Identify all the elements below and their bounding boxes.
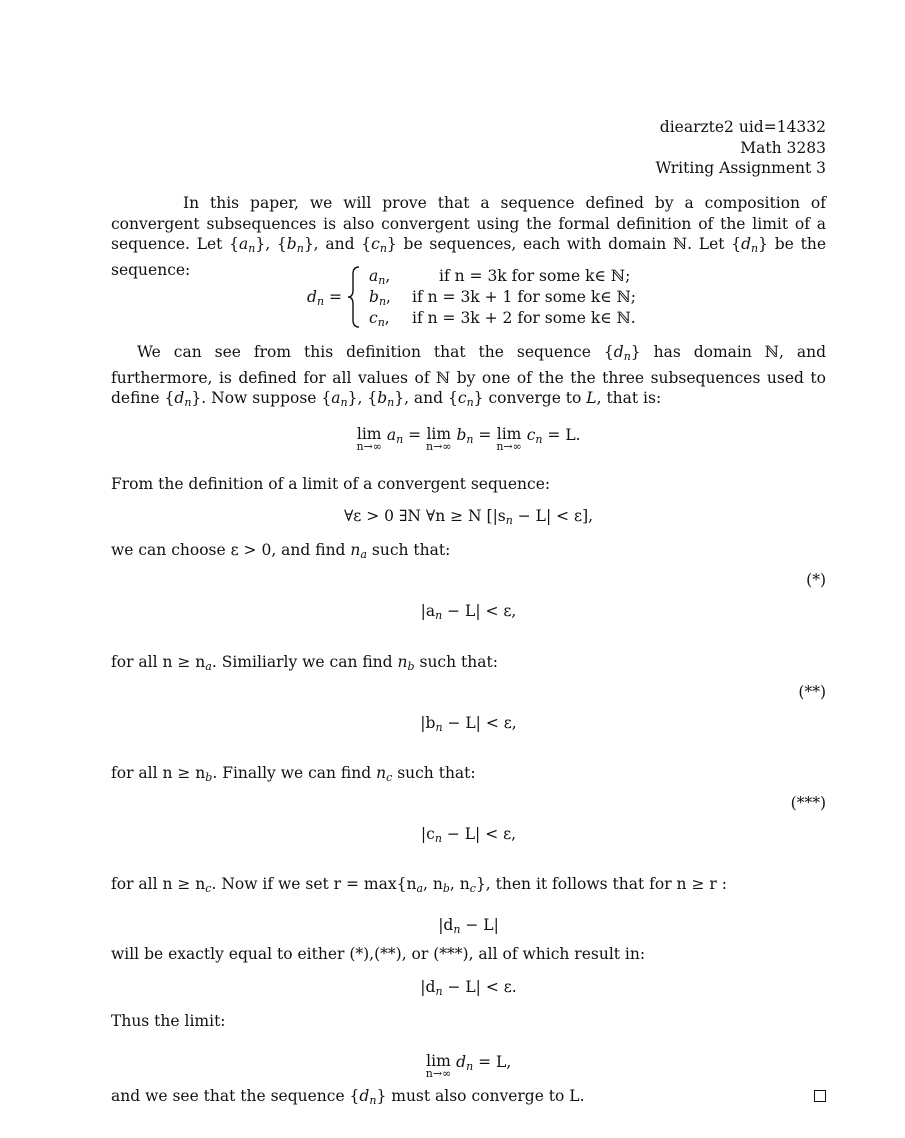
equal-cases-text: will be exactly equal to either (*),(**), or (***), all of which result in:	[111, 945, 646, 963]
case-row: $c_n$, if n = 3k + 2 for some k∈ ℕ.	[369, 309, 636, 329]
assignment-title: Writing Assignment 3	[655, 159, 826, 177]
equation-tag-star2: (**)	[798, 683, 826, 701]
equation-d-result: $|d_n - L| < \varepsilon$.	[420, 978, 517, 998]
choose-epsilon-text: we can choose ε > 0, and find $n_a$ such that:	[111, 541, 451, 561]
left-brace-icon	[347, 266, 361, 328]
domain-paragraph: We can see from this definition that the sequence $\{d_n\}$ has domain ℕ, and furthermore, is defined for all values of ℕ by one of the the three subsequences used to define $\{d_n\}$. Now suppose $\{a_n\}$, $\{b_n\}$, and $\{c_n\}$ converge to L, that is:	[111, 343, 826, 409]
author-id: diearzte2 uid=14332	[659, 118, 826, 136]
equation-b: $|b_n - L| < \varepsilon$,	[420, 714, 517, 734]
equation-d-abs: $|d_n - L|$	[438, 916, 499, 936]
finally-text: for all $n \ge n_b$. Finally we can find $n_c$ such that:	[111, 764, 476, 784]
conclusion-text: and we see that the sequence $\{d_n\}$ must also converge to L.	[111, 1087, 585, 1107]
intro-paragraph: In this paper, we will prove that a sequence defined by a composition of convergent subsequences is also convergent using the formal definition of the limit of a sequence. Let $\{a_n\}$, $\{b_n\}$, and $\{c_n\}$ be sequences, each with domain ℕ. Let $\{d_n\}$ be the sequence:	[111, 194, 826, 279]
paper-page	[111, 0, 826, 1138]
equation-c: $|c_n - L| < \varepsilon$,	[420, 825, 517, 845]
max-definition-text: for all $n \ge n_c$. Now if we set $r = \max\{n_a$, $n_b$, $n_c$}, then it follows that for n ≥ r :	[111, 875, 727, 895]
author-header	[656, 117, 826, 179]
equation-a: $|a_n - L| < \varepsilon$,	[420, 602, 517, 622]
limits-equation: lim n→∞ $a_n = \lim$ n→∞ $b_n = \lim$ n→∞ $c_n = L$.	[356, 425, 581, 453]
course-name: Math 3283	[740, 138, 826, 157]
similarly-text: for all $n \ge n_a$. Similiarly we can find $n_b$ such that:	[111, 653, 498, 673]
final-limit-equation: lim n→∞ $d_n = L$,	[425, 1052, 512, 1080]
case-row: $a_n$, if n = 3k for some k∈ ℕ;	[369, 267, 631, 287]
definition-intro: From the definition of a limit of a convergent sequence:	[111, 475, 551, 493]
thus-text: Thus the limit:	[111, 1012, 226, 1030]
equation-tag-star3: (***)	[790, 794, 826, 812]
equation-tag-star: (*)	[806, 571, 826, 589]
qed-icon	[814, 1090, 826, 1102]
case-row: $b_n$, if n = 3k + 1 for some k∈ ℕ;	[369, 288, 637, 308]
limit-definition-equation: ∀ε > 0 ∃N ∀n ≥ N $[|s_n - L| < \varepsilon]$,	[343, 507, 594, 527]
sequence-cases-definition: $d_n$ = $a_n$, if n = 3k for some k∈ ℕ; $b_n$, if n = 3k + 1 for some k∈ ℕ; $c_n$, if n = 3k + 2 for some k∈ ℕ.	[111, 266, 826, 330]
